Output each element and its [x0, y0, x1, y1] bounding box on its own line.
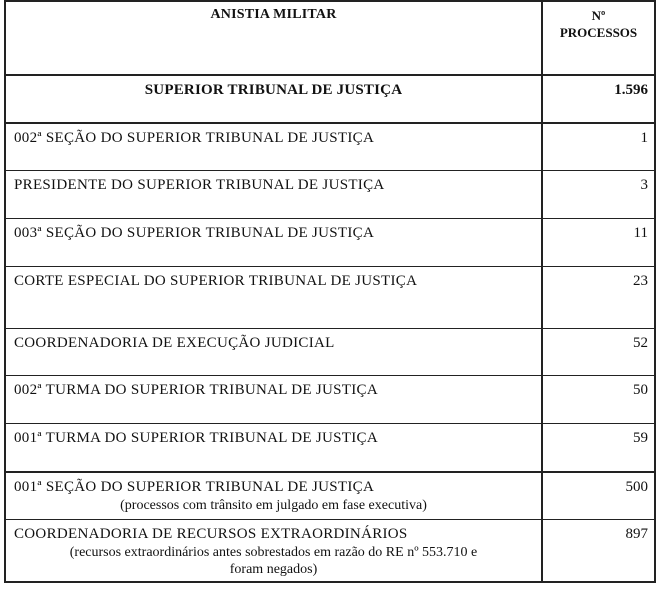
- org-name: 001ª TURMA DO SUPERIOR TRIBUNAL DE JUSTIÇA: [14, 430, 378, 446]
- count-cell: [541, 219, 654, 266]
- org-name: 002ª TURMA DO SUPERIOR TRIBUNAL DE JUSTIÇA: [14, 382, 378, 398]
- count-cell: [541, 329, 654, 375]
- court-total-row: [6, 74, 654, 122]
- count-cell: [541, 171, 654, 218]
- org-cell: [6, 171, 541, 218]
- org-cell: [6, 424, 541, 471]
- table-row: [6, 328, 654, 375]
- process-count: 50: [633, 382, 648, 398]
- process-count: 52: [633, 335, 648, 351]
- table-row: [6, 471, 654, 519]
- org-cell: [6, 267, 541, 328]
- table-row: [6, 170, 654, 218]
- table-row: [6, 218, 654, 266]
- org-name: COORDENADORIA DE RECURSOS EXTRAORDINÁRIOS: [14, 526, 408, 542]
- process-count: 897: [625, 526, 648, 542]
- process-count: 500: [625, 479, 648, 495]
- count-cell: [541, 124, 654, 170]
- count-column-header: [543, 7, 654, 41]
- process-count: 11: [633, 225, 648, 241]
- org-name: CORTE ESPECIAL DO SUPERIOR TRIBUNAL DE JUSTIÇA: [14, 273, 418, 289]
- process-count: 59: [633, 430, 648, 446]
- process-count: 1: [640, 130, 648, 146]
- header-title-cell: [6, 2, 541, 74]
- table-row: [6, 122, 654, 170]
- count-header-line2: PROCESSOS: [559, 25, 638, 40]
- table-header-row: [6, 2, 654, 74]
- count-cell: [541, 424, 654, 471]
- count-cell: [541, 376, 654, 423]
- court-total-value: 1.596: [614, 82, 648, 98]
- org-name: 002ª SEÇÃO DO SUPERIOR TRIBUNAL DE JUSTIÇA: [14, 130, 375, 146]
- table-row: [6, 266, 654, 328]
- table-row: [6, 423, 654, 471]
- count-cell: [541, 520, 654, 581]
- org-cell: [6, 124, 541, 170]
- table-title: ANISTIA MILITAR: [210, 7, 337, 22]
- header-count-cell: [541, 2, 654, 74]
- org-cell: [6, 473, 541, 519]
- org-name: 003ª SEÇÃO DO SUPERIOR TRIBUNAL DE JUSTIÇA: [14, 225, 375, 241]
- org-note-line2: foram negados): [229, 562, 318, 577]
- org-cell: [6, 329, 541, 375]
- court-name: SUPERIOR TRIBUNAL DE JUSTIÇA: [144, 82, 403, 98]
- court-total-cell: [541, 76, 654, 122]
- org-name: COORDENADORIA DE EXECUÇÃO JUDICIAL: [14, 335, 335, 351]
- court-name-cell: [6, 76, 541, 122]
- count-cell: [541, 473, 654, 519]
- org-name: 001ª SEÇÃO DO SUPERIOR TRIBUNAL DE JUSTIÇA: [14, 479, 375, 495]
- anistia-militar-table: [4, 0, 656, 583]
- org-cell: [6, 520, 541, 581]
- org-cell: [6, 376, 541, 423]
- process-count: 3: [640, 177, 648, 193]
- org-note-line1: (recursos extraordinários antes sobrestados em razão do RE nº 553.710 e: [69, 545, 478, 560]
- count-header-line1: Nº: [591, 8, 606, 23]
- org-note: (processos com trânsito em julgado em fase executiva): [120, 498, 427, 513]
- count-cell: [541, 267, 654, 328]
- table-row: [6, 519, 654, 581]
- process-count: 23: [633, 273, 648, 289]
- org-cell: [6, 219, 541, 266]
- table-row: [6, 375, 654, 423]
- org-name: PRESIDENTE DO SUPERIOR TRIBUNAL DE JUSTIÇA: [14, 177, 385, 193]
